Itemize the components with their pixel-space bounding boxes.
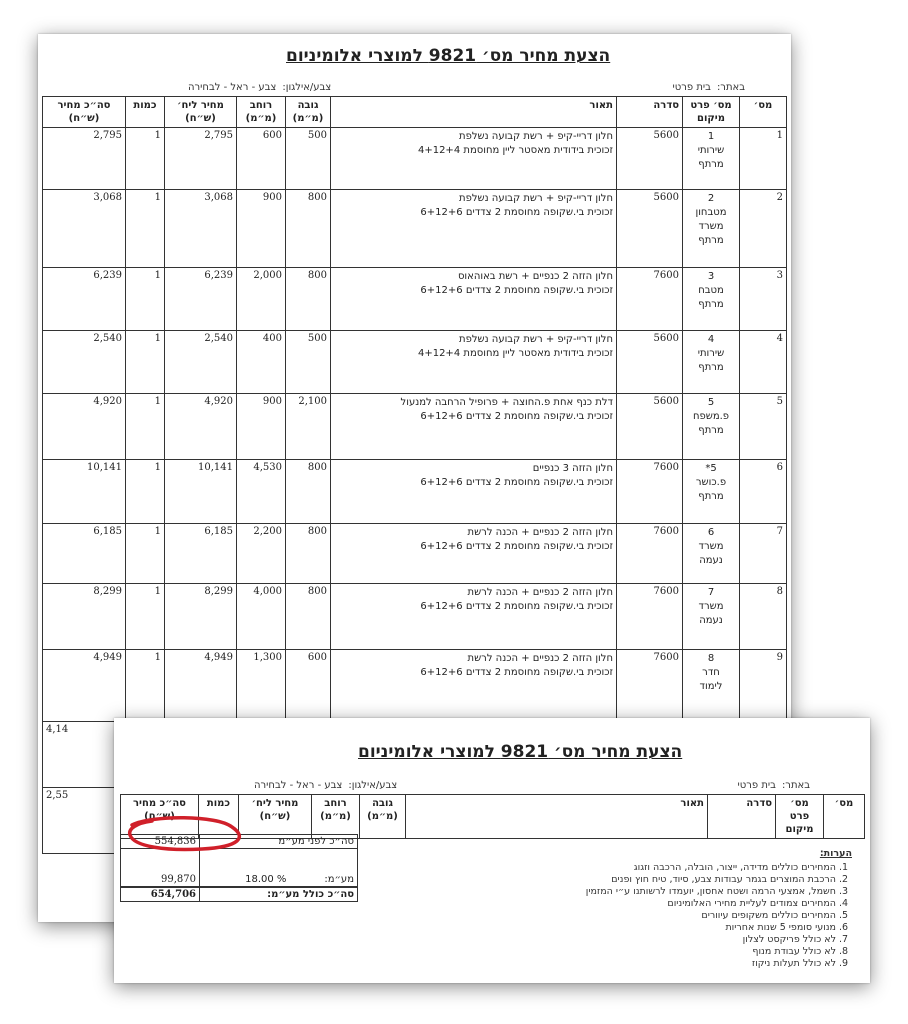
- note-item: 3. חשמל, אמצעי הרמה ושטח אחסון, יועמדו לרשותנו ע״י המזמין: [452, 886, 836, 898]
- vat-amount: 99,870: [121, 873, 200, 887]
- grand-total-value: 654,706: [121, 887, 200, 902]
- cell-num: 3: [740, 268, 787, 331]
- header-series: סדרה: [617, 97, 683, 128]
- cell-series: 5600: [617, 190, 683, 268]
- header-height: גובה (מ״מ): [286, 97, 331, 128]
- note-item: 8. לא כולל עבודת מנוף: [452, 946, 836, 958]
- summary-header-table: [120, 794, 865, 839]
- cell-series: 7600: [617, 524, 683, 584]
- cell-qty: 1: [126, 460, 165, 524]
- cell-height: 500: [286, 128, 331, 190]
- cell-height: 800: [286, 584, 331, 650]
- header-width: רוחב (מ״מ): [237, 97, 286, 128]
- cell-height: 600: [286, 650, 331, 722]
- cell-width: 2,000: [237, 268, 286, 331]
- grand-total-label: סה״כ כולל מע״מ:: [200, 887, 358, 902]
- summary-header-item-location: מס׳ פרט מיקום: [776, 795, 824, 839]
- note-item: 9. לא כולל תעלות ניקוז: [452, 958, 836, 970]
- note-item: 2. הרכבת המוצרים בגמר עבודות צבע, סיוד, טיח חוץ ופנים: [452, 874, 836, 886]
- page-2-title: הצעת מחיר מס׳ 9821 למוצרי אלומיניום: [358, 742, 683, 762]
- cell-item-location: 1 שירותי מרתף: [683, 128, 740, 190]
- cell-num: 4: [740, 331, 787, 394]
- note-item: 7. לא כולל פריקסט לצלון: [452, 934, 836, 946]
- cell-num: 6: [740, 460, 787, 524]
- subtotal-label: סה״כ לפני מע״מ: [200, 835, 358, 849]
- color-info-2: [254, 780, 397, 791]
- cell-series: 7600: [617, 650, 683, 722]
- cell-width: 400: [237, 331, 286, 394]
- cell-total: 2,55: [43, 788, 126, 854]
- site-value: בית פרטי: [672, 82, 711, 93]
- cell-unit-price: 6,185: [165, 524, 237, 584]
- table-row: [43, 268, 787, 331]
- cell-description: חלון הזזה 2 כנפיים + רשת באוהאוס זכוכית בי.שקופה מחוסמת 2 צדדים 6+12+6: [331, 268, 617, 331]
- summary-header-height: גובה (מ״מ): [360, 795, 406, 839]
- cell-width: 1,300: [237, 650, 286, 722]
- cell-num: 5: [740, 394, 787, 460]
- table-row: [43, 331, 787, 394]
- cell-series: 5600: [617, 128, 683, 190]
- page-title: הצעת מחיר מס׳ 9821 למוצרי אלומיניום: [286, 46, 611, 66]
- cell-height: 800: [286, 460, 331, 524]
- cell-height: 500: [286, 331, 331, 394]
- cell-width: 4,530: [237, 460, 286, 524]
- totals-block: [120, 834, 358, 902]
- summary-header-num: מס׳: [824, 795, 865, 839]
- note-item: 5. המחירים כוללים משקופים עיוורים: [452, 910, 836, 922]
- cell-total: 3,068: [43, 190, 126, 268]
- cell-description: חלון דריי-קיפ + רשת קבועה נשלפת זכוכית בי.שקופה מחוסמת 2 צדדים 6+12+6: [331, 190, 617, 268]
- cell-qty: 1: [126, 128, 165, 190]
- cell-item-location: 7 משרד נעמה: [683, 584, 740, 650]
- cell-qty: 1: [126, 190, 165, 268]
- cell-total: 2,795: [43, 128, 126, 190]
- header-qty: כמות: [126, 97, 165, 128]
- cell-num: 2: [740, 190, 787, 268]
- cell-num: 7: [740, 524, 787, 584]
- cell-item-location: 4 שירותי מרתף: [683, 331, 740, 394]
- cell-total: 6,239: [43, 268, 126, 331]
- cell-unit-price: 3,068: [165, 190, 237, 268]
- site-label-2: באתר:: [781, 780, 810, 791]
- note-item: 6. מנועי סומפי 5 שנות אחריות: [452, 922, 836, 934]
- cell-qty: 1: [126, 268, 165, 331]
- cell-height: 2,100: [286, 394, 331, 460]
- cell-series: 7600: [617, 460, 683, 524]
- table-row: [43, 394, 787, 460]
- summary-header-qty: כמות: [199, 795, 239, 839]
- cell-description: חלון דריי-קיפ + רשת קבועה נשלפת זכוכית בידודית מאסטר ליין מחוסמת 4+12+4: [331, 331, 617, 394]
- notes-list: [452, 862, 852, 970]
- vat-rate: 18.00 %: [245, 874, 287, 885]
- cell-unit-price: 2,795: [165, 128, 237, 190]
- note-item: 1. המחירים כוללים מדידה, ייצור, הובלה, הרכבה וזגוג: [452, 862, 836, 874]
- summary-header-description: תאור: [406, 795, 708, 839]
- cell-unit-price: 4,949: [165, 650, 237, 722]
- cell-height: 800: [286, 190, 331, 268]
- notes-section: [452, 848, 852, 970]
- header-description: תאור: [331, 97, 617, 128]
- site-info-2: [738, 780, 810, 791]
- cell-width: 900: [237, 190, 286, 268]
- color-label: צבע/אילגון:: [282, 82, 332, 93]
- cell-total: 2,540: [43, 331, 126, 394]
- cell-item-location: 2 מטבחון משרד מרתף: [683, 190, 740, 268]
- cell-width: 900: [237, 394, 286, 460]
- cell-unit-price: 10,141: [165, 460, 237, 524]
- cell-item-location: 5 פ.משפח מרתף: [683, 394, 740, 460]
- cell-unit-price: 8,299: [165, 584, 237, 650]
- summary-header-row: [121, 795, 865, 839]
- cell-description: חלון הזזה 2 כנפיים + הכנה לרשת זכוכית בי.שקופה מחוסמת 2 צדדים 6+12+6: [331, 650, 617, 722]
- cell-height: 800: [286, 268, 331, 331]
- summary-header-total: סה״כ מחיר (ש״ח): [121, 795, 199, 839]
- cell-total: 4,949: [43, 650, 126, 722]
- cell-unit-price: 6,239: [165, 268, 237, 331]
- cell-description: חלון דריי-קיפ + רשת קבועה נשלפת זכוכית בידודית מאסטר ליין מחוסמת 4+12+4: [331, 128, 617, 190]
- cell-total: 6,185: [43, 524, 126, 584]
- color-value: צבע - ראל - לבחירה: [188, 82, 277, 93]
- cell-num: 8: [740, 584, 787, 650]
- table-row: [43, 460, 787, 524]
- site-label: באתר:: [716, 82, 745, 93]
- table-row: [43, 128, 787, 190]
- cell-qty: 1: [126, 394, 165, 460]
- cell-total: 8,299: [43, 584, 126, 650]
- cell-total: 4,14: [43, 722, 126, 788]
- cell-series: 5600: [617, 394, 683, 460]
- cell-unit-price: 2,540: [165, 331, 237, 394]
- summary-header-width: רוחב (מ״מ): [312, 795, 360, 839]
- cell-height: 800: [286, 524, 331, 584]
- cell-qty: 1: [126, 331, 165, 394]
- site-info: [673, 82, 745, 93]
- vat-label: מע״מ:: [289, 873, 357, 887]
- cell-series: 5600: [617, 331, 683, 394]
- color-info: [188, 82, 331, 93]
- note-item: 4. המחירים צמודים לעליית מחירי האלומיניום: [452, 898, 836, 910]
- color-value-2: צבע - ראל - לבחירה: [254, 780, 343, 791]
- cell-description: חלון הזזה 2 כנפיים + הכנה לרשת זכוכית בי.שקופה מחוסמת 2 צדדים 6+12+6: [331, 584, 617, 650]
- header-num: מס׳: [740, 97, 787, 128]
- subtotal-value: 554,836: [121, 835, 200, 849]
- cell-total: 10,141: [43, 460, 126, 524]
- table-row: [43, 190, 787, 268]
- summary-header-unit-price: מחיר ליח׳ (ש״ח): [239, 795, 312, 839]
- quote-page-2: [114, 718, 870, 983]
- cell-total: 4,920: [43, 394, 126, 460]
- table-row: [43, 650, 787, 722]
- cell-unit-price: 4,920: [165, 394, 237, 460]
- cell-item-location: 3 מטבח מרתף: [683, 268, 740, 331]
- table-row: [43, 584, 787, 650]
- cell-description: דלת כנף אחת פ.החוצה + פרופיל הרחבה למנעול זכוכית בי.שקופה מחוסמת 2 צדדים 6+12+6: [331, 394, 617, 460]
- cell-qty: 1: [126, 524, 165, 584]
- notes-title: הערות:: [819, 848, 852, 859]
- color-label-2: צבע/אילגון:: [348, 780, 398, 791]
- header-total: סה״כ מחיר (ש״ח): [43, 97, 126, 128]
- cell-series: 7600: [617, 584, 683, 650]
- cell-series: 7600: [617, 268, 683, 331]
- cell-num: 9: [740, 650, 787, 722]
- cell-description: חלון הזזה 3 כנפיים זכוכית בי.שקופה מחוסמת 2 צדדים 6+12+6: [331, 460, 617, 524]
- table-header-row: [43, 97, 787, 128]
- cell-qty: 1: [126, 650, 165, 722]
- cell-qty: 1: [126, 584, 165, 650]
- site-value-2: בית פרטי: [737, 780, 776, 791]
- cell-num: 1: [740, 128, 787, 190]
- cell-width: 600: [237, 128, 286, 190]
- cell-item-location: 6 משרד נעמה: [683, 524, 740, 584]
- cell-width: 2,200: [237, 524, 286, 584]
- cell-description: חלון הזזה 2 כנפיים + הכנה לרשת זכוכית בי.שקופה מחוסמת 2 צדדים 6+12+6: [331, 524, 617, 584]
- summary-header-series: סדרה: [708, 795, 776, 839]
- cell-item-location: 5* פ.כושר מרתף: [683, 460, 740, 524]
- cell-width: 4,000: [237, 584, 286, 650]
- header-unit-price: מחיר ליח׳ (ש״ח): [165, 97, 237, 128]
- header-item-location: מס׳ פרט מיקום: [683, 97, 740, 128]
- table-row: [43, 524, 787, 584]
- cell-item-location: 8 חדר לימוד: [683, 650, 740, 722]
